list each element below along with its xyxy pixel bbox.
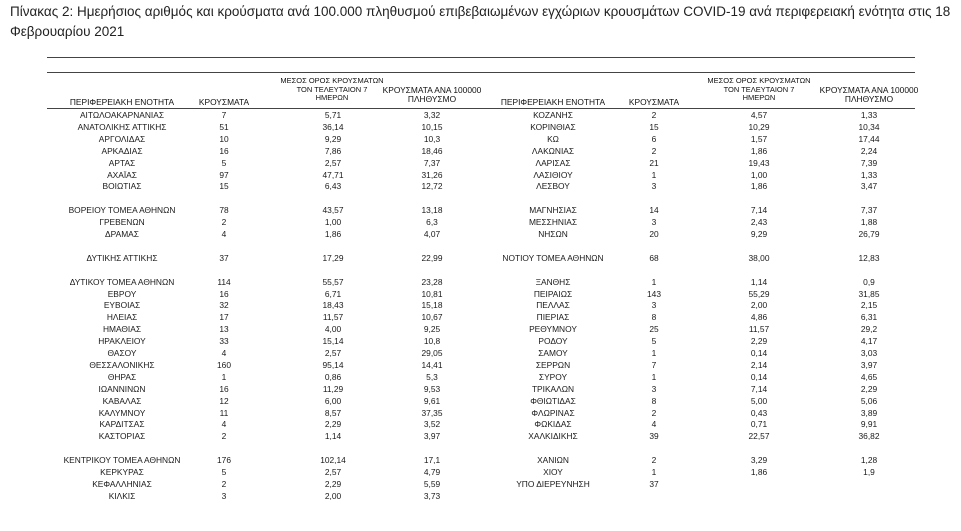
- cell-avg7-left: 36,14: [322, 121, 344, 132]
- cell-per100k-right: 6,31: [860, 312, 878, 323]
- cell-per100k-right: 1,28: [860, 455, 878, 466]
- cell-cases-right: 1: [651, 348, 657, 358]
- table-row: [0, 170, 961, 181]
- cell-avg7-right: 5,00: [750, 395, 768, 406]
- cell-avg7-right: 1,00: [750, 169, 768, 180]
- cell-region-left: ΚΑΡΔΙΤΣΑΣ: [99, 419, 145, 430]
- table-caption: Πίνακας 2: Ημερήσιος αριθμός και κρούσματα ανά 100.000 πληθυσμού επιβεβαιωμένων εγχώριων κρουσμάτων COVID-19 ανά περιφερειακή ενότητα στις 18 Φεβρουαρίου 2021: [10, 4, 951, 39]
- cell-cases-left: 5: [221, 157, 227, 168]
- cell-cases-right: 20: [649, 229, 659, 239]
- cell-cases-right: 7: [651, 359, 657, 370]
- cell-cases-left: 51: [219, 121, 229, 132]
- cell-per100k-right: 1,88: [860, 217, 878, 228]
- header-per100k-right: ΚΡΟΥΣΜΑΤΑ ΑΝΑ 100000 ΠΛΗΘΥΣΜΟ: [819, 85, 919, 104]
- cell-avg7-left: 2,57: [324, 157, 342, 168]
- cell-region-left: ΑΧΑΪΑΣ: [107, 169, 137, 180]
- cell-per100k-right: 3,97: [860, 359, 878, 370]
- cell-per100k-left: 29,05: [421, 348, 443, 358]
- cell-region-right: ΜΕΣΣΗΝΙΑΣ: [528, 217, 578, 228]
- table-row: [0, 372, 961, 383]
- cell-region-right: ΦΘΙΩΤΙΔΑΣ: [530, 395, 576, 406]
- cell-region-left: ΘΕΣΣΑΛΟΝΙΚΗΣ: [89, 359, 155, 370]
- cell-avg7-left: 55,57: [322, 276, 344, 287]
- cell-cases-right: 2: [651, 407, 657, 418]
- table-row: [0, 431, 961, 442]
- cell-cases-right: 3: [651, 300, 657, 311]
- cell-region-left: ΘΗΡΑΣ: [107, 371, 137, 382]
- cell-region-left: ΕΥΒΟΙΑΣ: [103, 300, 141, 311]
- table-row: [0, 205, 961, 216]
- cell-per100k-left: 15,18: [421, 300, 443, 311]
- cell-avg7-left: 11,57: [322, 312, 344, 323]
- cell-region-right: ΤΡΙΚΑΛΩΝ: [531, 383, 575, 394]
- table-row: [0, 158, 961, 169]
- table-row: [0, 300, 961, 311]
- cell-per100k-left: 9,25: [423, 324, 441, 335]
- cell-cases-left: 37: [219, 252, 229, 263]
- cell-region-left: ΑΡΓΟΛΙΔΑΣ: [98, 133, 146, 144]
- table-row: [0, 312, 961, 323]
- cell-region-left: ΚΑΒΑΛΑΣ: [102, 395, 142, 406]
- cell-cases-left: 1: [221, 371, 227, 382]
- cell-per100k-right: 2,29: [860, 383, 878, 394]
- cell-per100k-left: 9,61: [423, 395, 441, 406]
- cell-per100k-left: 14,41: [421, 359, 443, 370]
- cell-cases-right: 3: [651, 383, 657, 394]
- cell-region-right: ΣΕΡΡΩΝ: [535, 359, 571, 370]
- cell-per100k-left: 37,35: [421, 407, 443, 418]
- cell-region-left: ΘΑΣΟΥ: [107, 348, 137, 358]
- cell-cases-right: 39: [649, 431, 659, 442]
- cell-cases-left: 32: [219, 300, 229, 311]
- table-row: [0, 479, 961, 490]
- cell-avg7-left: 9,29: [324, 133, 342, 144]
- cell-per100k-left: 5,3: [426, 371, 438, 382]
- cell-avg7-left: 4,00: [324, 324, 342, 335]
- cell-per100k-left: 3,73: [423, 490, 441, 501]
- cell-cases-right: 2: [651, 110, 657, 120]
- cell-avg7-left: 43,57: [322, 205, 344, 216]
- cell-region-right: ΡΕΘΥΜΝΟΥ: [529, 324, 577, 335]
- cell-per100k-left: 18,46: [421, 145, 443, 156]
- table-row: [0, 122, 961, 133]
- cell-avg7-right: 22,57: [748, 431, 770, 442]
- table-row: [0, 324, 961, 335]
- cell-per100k-right: 7,37: [860, 205, 878, 216]
- cell-avg7-left: 7,86: [324, 145, 342, 156]
- cell-avg7-left: 6,71: [324, 288, 342, 299]
- cell-cases-right: 2: [651, 455, 657, 466]
- cell-per100k-right: 12,83: [858, 252, 880, 263]
- cell-region-right: ΧΑΛΚΙΔΙΚΗΣ: [528, 431, 578, 442]
- cell-cases-right: 1: [651, 371, 657, 382]
- header-region-left: ΠΕΡΙΦΕΡΕΙΑΚΗ ΕΝΟΤΗΤΑ: [69, 97, 175, 107]
- cell-avg7-right: 1,86: [750, 467, 768, 477]
- cell-cases-right: 68: [649, 252, 659, 263]
- cell-region-right: ΠΙΕΡΙΑΣ: [536, 312, 570, 323]
- cell-cases-left: 4: [221, 348, 227, 358]
- table-row: [0, 229, 961, 240]
- cell-per100k-left: 10,3: [423, 133, 441, 144]
- table-row: [0, 384, 961, 395]
- cell-avg7-left: 95,14: [322, 359, 344, 370]
- cell-per100k-left: 23,28: [421, 276, 443, 287]
- cell-cases-right: 8: [651, 312, 657, 323]
- cell-cases-left: 16: [219, 288, 229, 299]
- cell-region-right: ΛΑΡΙΣΑΣ: [535, 157, 571, 168]
- cell-avg7-right: 1,57: [750, 133, 768, 144]
- cell-region-left: ΗΜΑΘΙΑΣ: [102, 324, 142, 335]
- cell-region-left: ΔΥΤΙΚΟΥ ΤΟΜΕΑ ΑΘΗΝΩΝ: [69, 276, 175, 287]
- cell-avg7-right: 55,29: [748, 288, 770, 299]
- cell-cases-left: 10: [219, 133, 229, 144]
- cell-region-right: ΣΑΜΟΥ: [538, 348, 568, 358]
- cell-per100k-right: 0,9: [863, 276, 875, 287]
- cell-region-right: ΞΑΝΘΗΣ: [535, 276, 571, 287]
- cell-avg7-left: 15,14: [322, 336, 344, 347]
- cell-avg7-left: 2,29: [324, 419, 342, 430]
- cell-avg7-right: 2,43: [750, 217, 768, 228]
- cell-avg7-left: 11,29: [322, 383, 344, 394]
- cell-per100k-left: 10,81: [421, 288, 443, 299]
- cell-cases-left: 2: [221, 478, 227, 489]
- cell-cases-right: 2: [651, 145, 657, 156]
- table-row: [0, 181, 961, 192]
- cell-avg7-right: 38,00: [748, 252, 770, 263]
- table-row: [0, 467, 961, 478]
- cell-region-right: ΛΕΣΒΟΥ: [536, 181, 570, 192]
- cell-per100k-left: 4,07: [423, 229, 441, 239]
- cell-cases-left: 16: [219, 383, 229, 394]
- cell-avg7-left: 1,00: [324, 217, 342, 228]
- cell-region-left: ΑΙΤΩΛΟΑΚΑΡΝΑΝΙΑΣ: [79, 110, 165, 120]
- cell-region-right: ΦΩΚΙΔΑΣ: [534, 419, 572, 430]
- header-avg-right: ΜΕΣΟΣ ΟΡΟΣ ΚΡΟΥΣΜΑΤΩΝ ΤΟΝ ΤΕΛΕΥΤΑΙΟΝ 7 ΗΜΕΡΩΝ: [707, 76, 811, 102]
- cell-cases-right: 4: [651, 419, 657, 430]
- header-cases-right: ΚΡΟΥΣΜΑΤΑ: [628, 97, 680, 107]
- cell-cases-right: 1: [651, 467, 657, 477]
- cell-region-right: ΚΟΖΑΝΗΣ: [533, 110, 573, 120]
- cell-per100k-left: 7,37: [423, 157, 441, 168]
- cell-region-right: ΡΟΔΟΥ: [538, 336, 568, 347]
- table-row: [0, 289, 961, 300]
- cell-avg7-right: 1,86: [750, 145, 768, 156]
- cell-cases-left: 12: [219, 395, 229, 406]
- cell-per100k-right: 1,9: [863, 467, 875, 477]
- table-row: [0, 455, 961, 466]
- cell-avg7-right: 7,14: [750, 383, 768, 394]
- cell-cases-left: 16: [219, 145, 229, 156]
- cell-avg7-left: 17,29: [322, 252, 344, 263]
- cell-cases-right: 5: [651, 336, 657, 347]
- table-row: [0, 408, 961, 419]
- cell-region-right: ΛΑΣΙΘΙΟΥ: [533, 169, 573, 180]
- cell-region-right: ΠΕΛΛΑΣ: [536, 300, 570, 311]
- cell-per100k-right: 10,34: [858, 121, 880, 132]
- cell-avg7-left: 1,86: [324, 229, 342, 239]
- cell-avg7-left: 102,14: [320, 455, 346, 466]
- cell-per100k-right: 3,47: [860, 181, 878, 192]
- cell-avg7-right: 7,14: [750, 205, 768, 216]
- cell-per100k-left: 4,79: [423, 467, 441, 477]
- cell-per100k-right: 2,24: [860, 145, 878, 156]
- cell-region-right: ΧΙΟΥ: [543, 467, 563, 477]
- cell-region-left: ΚΕΦΑΛΛΗΝΙΑΣ: [92, 478, 152, 489]
- cell-region-right: ΝΗΣΩΝ: [538, 229, 568, 239]
- cell-avg7-left: 2,00: [324, 490, 342, 501]
- cell-avg7-right: 19,43: [748, 157, 770, 168]
- table-row: [0, 491, 961, 502]
- cell-region-left: ΑΡΚΑΔΙΑΣ: [101, 145, 143, 156]
- cell-region-right: ΚΩ: [547, 133, 559, 144]
- cell-per100k-right: 17,44: [858, 133, 880, 144]
- table-row: [0, 443, 961, 454]
- cell-cases-right: 1: [651, 169, 657, 180]
- cell-avg7-right: 4,86: [750, 312, 768, 323]
- cell-per100k-left: 9,53: [423, 383, 441, 394]
- cell-avg7-left: 2,57: [324, 467, 342, 477]
- cell-per100k-right: 7,39: [860, 157, 878, 168]
- cell-per100k-right: 36,82: [858, 431, 880, 442]
- cell-per100k-left: 13,18: [421, 205, 443, 216]
- cell-region-right: ΚΟΡΙΝΘΙΑΣ: [530, 121, 576, 132]
- cell-region-right: ΣΥΡΟΥ: [538, 371, 568, 382]
- cell-region-right: ΝΟΤΙΟΥ ΤΟΜΕΑ ΑΘΗΝΩΝ: [502, 252, 604, 263]
- cell-per100k-right: 2,15: [860, 300, 878, 311]
- cell-region-right: ΜΑΓΝΗΣΙΑΣ: [529, 205, 577, 216]
- cell-avg7-right: 0,43: [750, 407, 768, 418]
- table-row: [0, 146, 961, 157]
- cell-per100k-right: 1,33: [860, 110, 878, 120]
- table-row: [0, 241, 961, 252]
- table-row: [0, 348, 961, 359]
- cell-cases-left: 2: [221, 217, 227, 228]
- cell-avg7-left: 5,71: [324, 110, 342, 120]
- cell-region-left: ΗΛΕΙΑΣ: [106, 312, 138, 323]
- cell-per100k-left: 22,99: [421, 252, 443, 263]
- cell-per100k-left: 5,59: [423, 478, 441, 489]
- cell-region-left: ΚΕΝΤΡΙΚΟΥ ΤΟΜΕΑ ΑΘΗΝΩΝ: [63, 455, 181, 466]
- cell-per100k-right: 3,03: [860, 348, 878, 358]
- table-row: [0, 253, 961, 264]
- cell-avg7-right: 2,00: [750, 300, 768, 311]
- cell-region-left: ΚΑΣΤΟΡΙΑΣ: [98, 431, 146, 442]
- cell-region-left: ΔΥΤΙΚΗΣ ΑΤΤΙΚΗΣ: [86, 252, 158, 263]
- cell-per100k-right: 4,65: [860, 371, 878, 382]
- header-per100k-left: ΚΡΟΥΣΜΑΤΑ ΑΝΑ 100000 ΠΛΗΘΥΣΜΟ: [382, 85, 482, 104]
- cell-avg7-right: 0,71: [750, 419, 768, 430]
- cell-avg7-left: 6,43: [324, 181, 342, 192]
- cell-cases-right: 37: [649, 478, 659, 489]
- cell-avg7-left: 8,57: [324, 407, 342, 418]
- cell-per100k-right: 26,79: [858, 229, 880, 239]
- cell-cases-left: 4: [221, 419, 227, 430]
- cell-region-left: ΚΑΛΥΜΝΟΥ: [98, 407, 146, 418]
- cell-avg7-right: 4,57: [750, 110, 768, 120]
- cell-per100k-left: 10,67: [421, 312, 443, 323]
- cell-per100k-left: 3,97: [423, 431, 441, 442]
- cell-cases-right: 14: [649, 205, 659, 216]
- cell-cases-left: 33: [219, 336, 229, 347]
- cell-region-right: ΠΕΙΡΑΙΩΣ: [533, 288, 573, 299]
- cell-avg7-left: 0,86: [324, 371, 342, 382]
- cell-cases-left: 3: [221, 490, 227, 501]
- cell-per100k-left: 17,1: [423, 455, 441, 466]
- cell-avg7-left: 2,29: [324, 478, 342, 489]
- cell-cases-right: 1: [651, 276, 657, 287]
- cell-cases-left: 11: [219, 407, 229, 418]
- cell-per100k-left: 10,8: [423, 336, 441, 347]
- cell-avg7-left: 18,43: [322, 300, 344, 311]
- header-cases-left: ΚΡΟΥΣΜΑΤΑ: [198, 97, 250, 107]
- cell-avg7-left: 1,14: [324, 431, 342, 442]
- cell-cases-right: 143: [647, 288, 661, 299]
- cell-per100k-right: 5,06: [860, 395, 878, 406]
- table-row: [0, 277, 961, 288]
- cell-per100k-left: 31,26: [421, 169, 443, 180]
- cell-avg7-left: 47,71: [322, 169, 344, 180]
- cell-cases-left: 4: [221, 229, 227, 239]
- cell-per100k-right: 31,85: [858, 288, 880, 299]
- table-row: [0, 360, 961, 371]
- cell-cases-left: 97: [219, 169, 229, 180]
- cell-avg7-left: 6,00: [324, 395, 342, 406]
- cell-cases-left: 15: [219, 181, 229, 192]
- cell-avg7-left: 2,57: [324, 348, 342, 358]
- cell-per100k-right: 4,17: [860, 336, 878, 347]
- cell-avg7-right: 3,29: [750, 455, 768, 466]
- cell-per100k-right: 1,33: [860, 169, 878, 180]
- cell-region-left: ΔΡΑΜΑΣ: [105, 229, 139, 239]
- cell-per100k-right: 29,2: [860, 324, 878, 335]
- cell-region-left: ΒΟΙΩΤΙΑΣ: [102, 181, 142, 192]
- cell-region-right: ΥΠΟ ΔΙΕΡΕΥΝΗΣΗ: [516, 478, 590, 489]
- table-row: [0, 419, 961, 430]
- cell-region-left: ΒΟΡΕΙΟΥ ΤΟΜΕΑ ΑΘΗΝΩΝ: [68, 205, 176, 216]
- table-row: [0, 134, 961, 145]
- header-avg-left: ΜΕΣΟΣ ΟΡΟΣ ΚΡΟΥΣΜΑΤΩΝ ΤΟΝ ΤΕΛΕΥΤΑΙΟΝ 7 ΗΜΕΡΩΝ: [280, 76, 384, 102]
- cell-region-left: ΓΡΕΒΕΝΩΝ: [99, 217, 145, 228]
- cell-cases-right: 21: [649, 157, 659, 168]
- cell-avg7-right: 0,14: [750, 371, 768, 382]
- cell-region-left: ΑΡΤΑΣ: [108, 157, 136, 168]
- cell-cases-left: 13: [219, 324, 229, 335]
- cell-region-right: ΛΑΚΩΝΙΑΣ: [531, 145, 575, 156]
- table-row: [0, 396, 961, 407]
- cell-cases-left: 160: [217, 359, 231, 370]
- cell-per100k-left: 12,72: [421, 181, 443, 192]
- cell-per100k-left: 6,3: [426, 217, 438, 228]
- cell-avg7-right: 1,14: [750, 276, 768, 287]
- cell-cases-left: 78: [219, 205, 229, 216]
- cell-region-left: ΚΕΡΚΥΡΑΣ: [100, 467, 144, 477]
- cell-avg7-right: 10,29: [748, 121, 770, 132]
- cell-avg7-right: 2,29: [750, 336, 768, 347]
- cell-region-left: ΚΙΛΚΙΣ: [108, 490, 136, 501]
- cell-cases-right: 3: [651, 181, 657, 192]
- cell-cases-left: 176: [217, 455, 231, 466]
- cell-region-left: ΑΝΑΤΟΛΙΚΗΣ ΑΤΤΙΚΗΣ: [77, 121, 167, 132]
- cell-avg7-right: 9,29: [750, 229, 768, 239]
- cell-per100k-right: 3,89: [860, 407, 878, 418]
- table-row: [0, 217, 961, 228]
- cell-avg7-right: 0,14: [750, 348, 768, 358]
- cell-cases-left: 17: [219, 312, 229, 323]
- cell-cases-left: 114: [217, 276, 231, 287]
- cell-avg7-right: 1,86: [750, 181, 768, 192]
- cell-cases-right: 25: [649, 324, 659, 335]
- cell-cases-right: 3: [651, 217, 657, 228]
- cell-cases-right: 8: [651, 395, 657, 406]
- cell-region-left: ΗΡΑΚΛΕΙΟΥ: [98, 336, 146, 347]
- table-row: [0, 110, 961, 121]
- cell-avg7-right: 2,14: [750, 359, 768, 370]
- cell-per100k-left: 10,15: [421, 121, 443, 132]
- cell-region-right: ΦΛΩΡΙΝΑΣ: [531, 407, 575, 418]
- table-row: [0, 193, 961, 204]
- cell-region-right: ΧΑΝΙΩΝ: [537, 455, 569, 466]
- cell-region-left: ΕΒΡΟΥ: [107, 288, 137, 299]
- cell-per100k-right: 9,91: [860, 419, 878, 430]
- cell-cases-right: 15: [649, 121, 659, 132]
- cell-cases-left: 7: [221, 110, 227, 120]
- cell-per100k-left: 3,52: [423, 419, 441, 430]
- cell-region-left: ΙΩΑΝΝΙΝΩΝ: [98, 383, 146, 394]
- cell-cases-right: 6: [651, 133, 657, 144]
- cell-cases-left: 5: [221, 467, 227, 477]
- cell-avg7-right: 11,57: [748, 324, 770, 335]
- cell-cases-left: 2: [221, 431, 227, 442]
- table-row: [0, 265, 961, 276]
- cell-per100k-left: 3,32: [423, 110, 441, 120]
- header-region-right: ΠΕΡΙΦΕΡΕΙΑΚΗ ΕΝΟΤΗΤΑ: [500, 97, 606, 107]
- table-row: [0, 336, 961, 347]
